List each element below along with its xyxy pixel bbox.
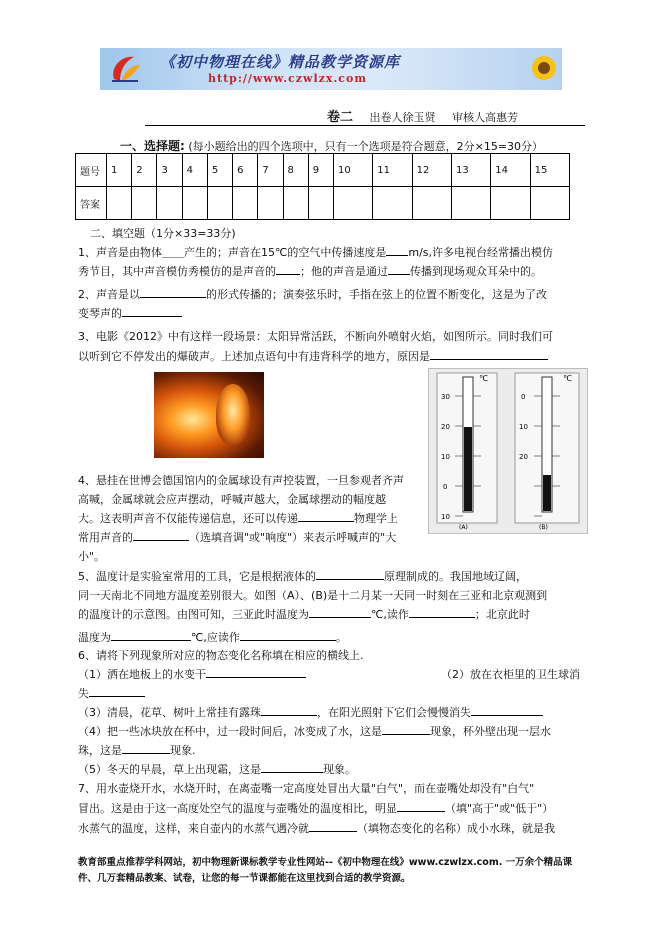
blank[interactable]: [89, 684, 145, 697]
blank[interactable]: [316, 567, 384, 580]
thermometer-b-tick: 0: [521, 393, 526, 401]
q4-line1: 4、悬挂在世博会德国馆内的金属球设有声控装置，一旦参观者齐声: [78, 474, 404, 487]
answer-cell[interactable]: [412, 187, 451, 220]
thermometer-a-unit: ℃: [479, 374, 488, 383]
thermometer-b-tick: 10: [519, 423, 528, 431]
q1-text-d: ；他的声音是通过: [300, 265, 388, 278]
blank[interactable]: [261, 760, 323, 773]
q2-line2: [78, 304, 182, 323]
q5-text-c: 的温度计的示意图。由图可知，三亚此时温度为: [78, 608, 309, 621]
answer-cell[interactable]: [333, 187, 372, 220]
blank[interactable]: [122, 741, 170, 754]
paper-volume: 卷二: [327, 110, 354, 125]
answer-cell[interactable]: [451, 187, 490, 220]
page-footer: [78, 855, 572, 887]
thermometer-a-tick: 20: [441, 423, 450, 431]
thermometer-b-liquid: [543, 475, 551, 511]
answer-cell[interactable]: [107, 187, 132, 220]
q6-text-h: 珠，这是: [78, 744, 122, 757]
thermometer-a-tick: 0: [443, 483, 448, 491]
answer-table: [75, 153, 570, 220]
q4-text-c: 大。这表明声音不仅能传递信息，还可以传递: [78, 512, 298, 525]
row-label-number: 题号: [76, 154, 107, 187]
q4-text-f: （选填音调"或"响度"）来表示呼喊声的"大: [189, 531, 397, 544]
row-label-answer: 答案: [76, 187, 107, 220]
q6-text-g: 现象，杯外壁出现一层水: [430, 725, 551, 738]
q6-text-a: （1）洒在地板上的水变干: [78, 668, 206, 681]
q7-text-d: 水蒸气的温度，这样，来自壶内的水蒸气遇冷就: [78, 822, 309, 835]
header-divider: [145, 125, 585, 126]
answer-cell[interactable]: [530, 187, 569, 220]
table-row: [76, 154, 570, 187]
blank[interactable]: [122, 304, 182, 317]
blank[interactable]: [298, 509, 354, 522]
q4-line2: 高喊，金属球就会应声摆动，呼喊声越大，金属球摆动的幅度越: [78, 493, 386, 506]
section-1-title: 一、选择题:: [120, 139, 185, 153]
q5-text-f: 温度为: [78, 631, 111, 644]
q6-text-i: 现象.: [170, 744, 196, 757]
q6-line1: 6、请将下列现象所对应的物态变化名称填在相应的横线上.: [78, 649, 364, 662]
site-logo-icon: [108, 53, 142, 85]
q3-text-b: 以听到它不停发出的爆破声。上述加点语句中有违背科学的地方，原因是: [78, 350, 430, 363]
blank[interactable]: [382, 722, 430, 735]
q6-line5: [78, 722, 551, 741]
q5-line1: [78, 567, 527, 586]
q5-text-g: ℃,应读作: [191, 631, 240, 644]
thermometer-a-tick: 30: [441, 393, 450, 401]
q7-line1: 7、用水壶烧开水，水烧开时，在离壶嘴一定高度处冒出大量"白气"，而在壶嘴处却没有"白气": [78, 782, 535, 795]
q4-line4: [78, 528, 396, 547]
q7-text-b: 冒出。这是由于这一高度处空气的温度与壶嘴处的温度相比，明显: [78, 802, 397, 815]
sun-flare-image: [154, 372, 264, 458]
question-number: 11: [373, 154, 412, 187]
q2-text-b: 的形式传播的；演奏弦乐时，手指在弦上的位置不断变化，这是为了改: [206, 288, 547, 301]
question-number: 6: [233, 154, 258, 187]
question-number: 14: [491, 154, 530, 187]
question-number: 12: [412, 154, 451, 187]
banner-url[interactable]: http://www.czwlzx.com: [208, 72, 367, 85]
q7-line3: [78, 819, 555, 838]
q5-text-d: ℃,读作: [371, 608, 409, 621]
banner-title: 《初中物理在线》精品教学资源库: [160, 53, 401, 71]
answer-cell[interactable]: [233, 187, 258, 220]
q1-text-b: m/s,许多电视台经常播出模仿: [408, 246, 554, 259]
thermometer-figure: [428, 368, 588, 534]
section-1-note: (每小题给出的四个选项中，只有一个选项是符合题意，2分×15=30分）: [188, 140, 544, 153]
blank[interactable]: [240, 628, 336, 641]
q6-line4: [78, 703, 543, 722]
q6-line2: [78, 665, 306, 684]
q7-line2: [78, 799, 553, 818]
answer-cell[interactable]: [308, 187, 333, 220]
q3-line1: 3、电影《2012》中有这样一段场景：太阳异常活跃，不断向外喷射火焰，如图所示。同时我们可: [78, 330, 553, 343]
question-number: 15: [530, 154, 569, 187]
q6-text-f: （4）把一些冰块放在杯中，过一段时间后，冰变成了水，这是: [78, 725, 382, 738]
q6-line7: [78, 760, 356, 779]
blank[interactable]: [206, 665, 306, 678]
section-1-heading: [120, 137, 543, 154]
q2-text-a: 2、声音是以: [78, 288, 140, 301]
answer-cell[interactable]: [207, 187, 232, 220]
blank[interactable]: [430, 347, 548, 360]
thermometer-b-tick: 20: [519, 453, 528, 461]
flare-arc: [216, 384, 250, 444]
question-number: 1: [107, 154, 132, 187]
footer-line-2: 件、几万套精品教案、试卷，让您的每一节课都能在这里找到合适的教学资源。: [78, 873, 411, 884]
blank[interactable]: [276, 262, 300, 275]
q1-text-c: 秀节目，其中声音模仿秀模仿的是声音的: [78, 265, 276, 278]
blank[interactable]: [388, 262, 410, 275]
paper-author: 出卷人徐玉贤: [369, 111, 436, 124]
q5-line2: 同一天南北不同地方温度差别很大。如图（A）、(B)是十二月某一天同一时刻在三亚和北京观测到: [78, 589, 548, 602]
answer-cell[interactable]: [132, 187, 157, 220]
blank[interactable]: [309, 605, 371, 618]
blank[interactable]: [111, 628, 191, 641]
paper-reviewer: 审核人高惠芳: [452, 111, 519, 124]
q1-line2: [78, 262, 542, 281]
blank[interactable]: [309, 819, 357, 832]
table-row: [76, 187, 570, 220]
q2-line1: [78, 285, 547, 304]
answer-cell[interactable]: [258, 187, 283, 220]
q6-line3: [78, 684, 145, 703]
answer-cell[interactable]: [283, 187, 308, 220]
blank[interactable]: [261, 703, 317, 716]
footer-line-1: 教育部重点推荐学科网站，初中物理新课标教学专业性网站--《初中物理在线》www.czwlzx.com. 一万余个精品课: [78, 857, 573, 868]
blank[interactable]: [386, 243, 408, 256]
blank[interactable]: [133, 528, 189, 541]
q4-line5: 小"。: [78, 550, 106, 563]
q6-text-j: （5）冬天的早晨，草上出现霜，这是: [78, 763, 261, 776]
q6-text-k: 现象。: [323, 763, 356, 776]
q2-text-c: 变琴声的: [78, 307, 122, 320]
q1-text-a: 1、声音是由物体＿＿产生的；声音在15℃的空气中传播速度是: [78, 246, 387, 259]
q1-line1: [78, 243, 553, 262]
thermometer-a-tick: 10: [441, 453, 450, 461]
thermometer-a-tick: 10: [441, 513, 450, 521]
q4-text-e: 常用声音的: [78, 531, 133, 544]
question-number: 9: [308, 154, 333, 187]
question-number: 3: [157, 154, 182, 187]
q5-text-b: 原理制成的。我国地域辽阔，: [384, 570, 527, 583]
q6-line2b: （2）放在衣柜里的卫生球消: [441, 668, 580, 681]
thermometer-a-liquid: [464, 427, 472, 511]
q6-text-e: ，在阳光照射下它们会慢慢消失: [317, 706, 471, 719]
question-number: 2: [132, 154, 157, 187]
q5-text-a: 5、温度计是实验室常用的工具，它是根据液体的: [78, 570, 316, 583]
q5-text-e: ；北京此时: [474, 608, 530, 621]
answer-cell[interactable]: [373, 187, 412, 220]
q4-text-d: 物理学上: [354, 512, 398, 525]
answer-cell[interactable]: [182, 187, 207, 220]
blank[interactable]: [397, 799, 445, 812]
q6-line6: [78, 741, 196, 760]
site-banner: [100, 48, 562, 90]
thermometer-a-label: (A): [459, 524, 468, 531]
sunflower-icon: [530, 54, 558, 82]
answer-cell[interactable]: [157, 187, 182, 220]
q6-text-d: （3）清晨，花草、树叶上常挂有露珠: [78, 706, 261, 719]
q5-text-h: 。: [335, 631, 347, 644]
q4-line3: [78, 509, 398, 528]
question-number: 4: [182, 154, 207, 187]
q5-line3: [78, 605, 530, 624]
paper-header: [327, 106, 518, 125]
thermometer-b-unit: ℃: [563, 374, 572, 383]
thermometer-svg: [429, 369, 587, 533]
blank[interactable]: [471, 703, 543, 716]
answer-cell[interactable]: [491, 187, 530, 220]
question-number: 7: [258, 154, 283, 187]
q5-line4: [78, 628, 347, 647]
question-number: 8: [283, 154, 308, 187]
blank[interactable]: [140, 285, 206, 298]
question-number: 10: [333, 154, 372, 187]
q3-line2: [78, 347, 548, 366]
section-2-title: 二、填空题（1分×33=33分): [90, 227, 236, 240]
q7-text-c: （填"高于"或"低于"）: [445, 802, 554, 815]
blank[interactable]: [409, 605, 475, 618]
question-number: 5: [207, 154, 232, 187]
thermometer-b-label: (B): [539, 524, 548, 531]
q7-text-e: （填物态变化的名称）成小水珠，就是我: [357, 822, 555, 835]
q1-text-e: 传播到现场观众耳朵中的。: [410, 265, 542, 278]
q6-text-c: 失: [78, 687, 89, 700]
question-number: 13: [451, 154, 490, 187]
